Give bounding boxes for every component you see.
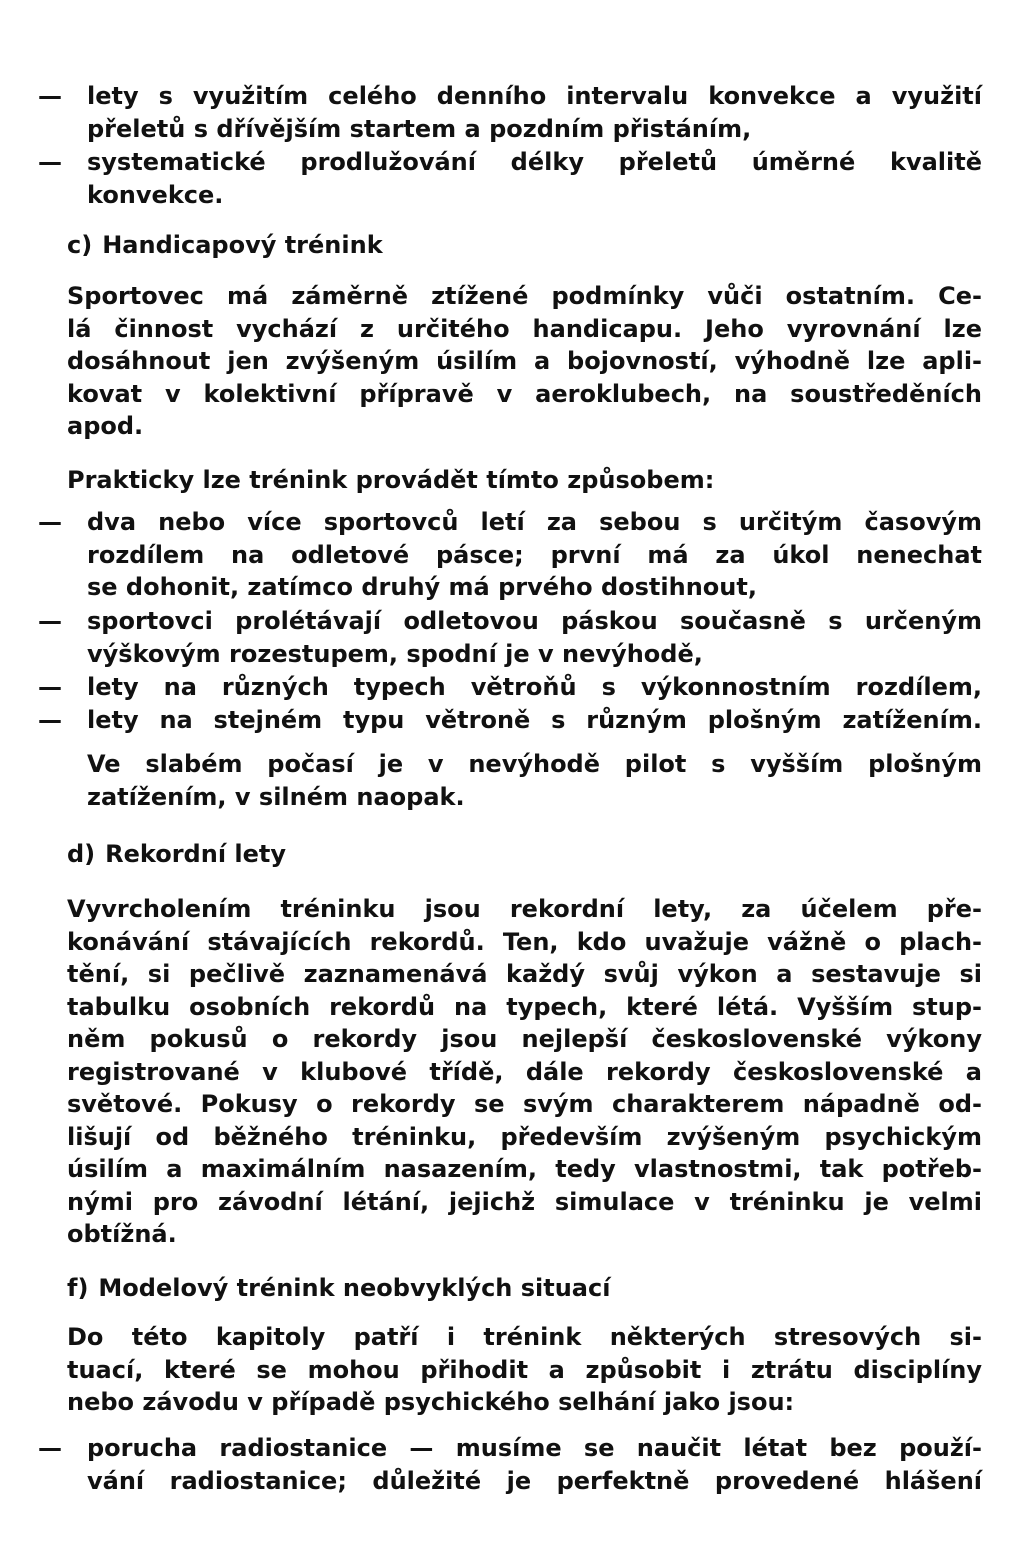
section-label: c)	[67, 231, 93, 259]
list-dash: —	[38, 607, 62, 635]
list-dash: —	[38, 508, 62, 536]
list-item-line: lety na různých typech větroňů s výkonnostním rozdílem,	[87, 673, 982, 701]
paragraph-line: Do této kapitoly patří i trénink některých stresových si-	[67, 1323, 982, 1351]
section-f-heading	[67, 1272, 610, 1305]
section-c-intro	[67, 464, 714, 497]
paragraph-line: Prakticky lze trénink provádět tímto způsobem:	[67, 466, 715, 494]
list-item	[87, 671, 982, 704]
paragraph-line: tuací, které se mohou přihodit a způsobit i ztrátu disciplíny	[67, 1355, 982, 1384]
paragraph-line: Vyvrcholením tréninku jsou rekordní lety, za účelem pře-	[67, 895, 982, 923]
paragraph-line: tabulku osobních rekordů na typech, které létá. Vyšším stup-	[67, 992, 982, 1021]
list-item-line: přeletů s dřívějším startem a pozdním přistáním,	[87, 114, 752, 143]
list-dash: —	[38, 673, 62, 701]
list-item	[87, 1432, 982, 1497]
top-list	[0, 80, 1024, 220]
paragraph-line: tění, si pečlivě zaznamenává každý svůj výkon a sestavuje si	[67, 960, 982, 988]
paragraph-line: Ve slabém počasí je v nevýhodě pilot s vyšším plošným	[87, 750, 982, 778]
list-dash: —	[38, 1434, 62, 1462]
section-c-paragraph	[67, 280, 982, 443]
section-c-heading	[67, 229, 383, 262]
paragraph-line: nými pro závodní létání, jejichž simulace v tréninku je velmi	[67, 1187, 982, 1216]
paragraph-line: registrované v klubové třídě, dále rekordy československé a	[67, 1057, 982, 1086]
list-item-line: sportovci prolétávají odletovou páskou současně s určeným	[87, 607, 982, 635]
list-item-line: konvekce.	[87, 180, 224, 209]
list-item	[87, 80, 982, 145]
list-dash: —	[38, 706, 62, 734]
section-c-list	[0, 506, 1024, 746]
list-item-line: rozdílem na odletové pásce; první má za úkol nenechat	[87, 540, 982, 569]
list-item-line: vání radiostanice; důležité je perfektně provedené hlášení	[87, 1466, 982, 1495]
section-c-note	[87, 748, 982, 813]
paragraph-line: zatížením, v silném naopak.	[87, 782, 465, 811]
paragraph-line: úsilím a maximálním nasazením, tedy vlastnostmi, tak potřeb-	[67, 1155, 982, 1183]
paragraph-line: nebo závodu v případě psychického selhání jako jsou:	[67, 1388, 795, 1416]
list-item-line: výškovým rozestupem, spodní je v nevýhodě,	[87, 639, 703, 668]
list-dash: —	[38, 82, 62, 110]
list-item	[87, 146, 982, 211]
paragraph-line: lišují od běžného tréninku, především zvýšeným psychickým	[67, 1122, 982, 1151]
section-label: d)	[67, 840, 96, 868]
list-item	[87, 704, 982, 737]
section-f-paragraph	[67, 1321, 982, 1419]
paragraph-line: konávání stávajících rekordů. Ten, kdo uvažuje vážně o plach-	[67, 927, 982, 956]
list-item	[87, 605, 982, 670]
paragraph-line: světové. Pokusy o rekordy se svým charakterem nápadně od-	[67, 1090, 982, 1118]
section-d-paragraph	[67, 893, 982, 1251]
section-label: f)	[67, 1274, 89, 1302]
list-item	[87, 506, 982, 604]
section-title: Handicapový trénink	[102, 231, 383, 259]
section-d-heading	[67, 838, 286, 871]
paragraph-line: lá činnost vychází z určitého handicapu. Jeho vyrovnání lze	[67, 314, 982, 343]
paragraph-line: dosáhnout jen zvýšeným úsilím a bojovností, výhodně lze apli-	[67, 347, 982, 375]
paragraph-line: obtížná.	[67, 1220, 177, 1248]
paragraph-line: kovat v kolektivní přípravě v aeroklubech, na soustředěních	[67, 379, 982, 408]
paragraph-line: apod.	[67, 412, 144, 440]
list-item-line: lety na stejném typu větroně s různým plošným zatížením.	[87, 706, 982, 734]
paragraph-line: něm pokusů o rekordy jsou nejlepší československé výkony	[67, 1025, 982, 1053]
section-f-list	[0, 1432, 1024, 1502]
paragraph-line: Sportovec má záměrně ztížené podmínky vůči ostatním. Ce-	[67, 282, 982, 310]
list-item-line: se dohonit, zatímco druhý má prvého dostihnout,	[87, 573, 757, 601]
list-dash: —	[38, 148, 62, 176]
list-item-line: dva nebo více sportovců letí za sebou s určitým časovým	[87, 508, 982, 536]
section-title: Rekordní lety	[105, 840, 287, 868]
list-item-line: lety s využitím celého denního intervalu konvekce a využití	[87, 82, 982, 110]
list-item-line: systematické prodlužování délky přeletů úměrné kvalitě	[87, 148, 982, 176]
section-title: Modelový trénink neobvyklých situací	[98, 1274, 611, 1302]
list-item-line: porucha radiostanice — musíme se naučit létat bez použí-	[87, 1434, 982, 1462]
